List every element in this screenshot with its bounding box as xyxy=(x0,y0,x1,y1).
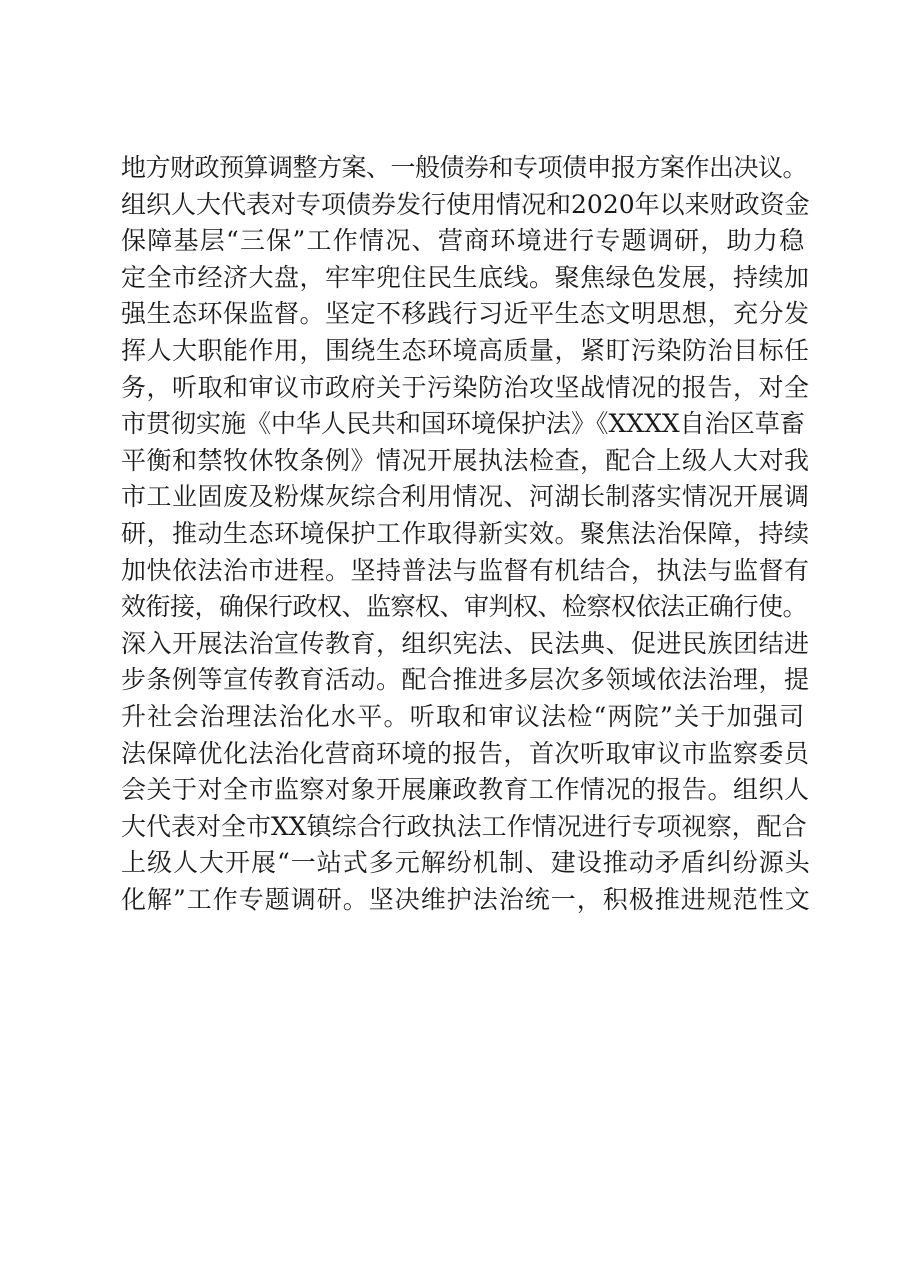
text-line: 会关于对全市监察对象开展廉政教育工作情况的报告。组织人 xyxy=(121,775,810,805)
body-paragraph xyxy=(121,150,811,918)
text-line: 务，听取和审议市政府关于污染防治攻坚战情况的报告，对全 xyxy=(121,372,810,402)
text-line: 法保障优化法治化营商环境的报告，首次听取审议市监察委员 xyxy=(121,738,810,768)
text-line: 挥人大职能作用，围绕生态环境高质量，紧盯污染防治目标任 xyxy=(121,335,810,365)
text-line: 研，推动生态环境保护工作取得新实效。聚焦法治保障，持续 xyxy=(121,518,810,548)
text-line: 升社会治理法治化水平。听取和审议法检“两院”关于加强司 xyxy=(121,701,806,731)
text-line: 化解”工作专题调研。坚决维护法治统一，积极推进规范性文 xyxy=(121,884,811,914)
text-line: 强生态环保监督。坚定不移践行习近平生态文明思想，充分发 xyxy=(121,299,810,329)
text-line: 保障基层“三保”工作情况、营商环境进行专题调研，助力稳 xyxy=(121,226,806,256)
text-line: 市贯彻实施《中华人民共和国环境保护法》《XXXX自治区草畜 xyxy=(121,409,805,439)
text-line: 大代表对全市XX镇综合行政执法工作情况进行专项视察，配合 xyxy=(121,811,807,841)
text-line: 地方财政预算调整方案、一般债券和专项债申报方案作出决议。 xyxy=(121,153,808,182)
text-line: 上级人大开展“一站式多元解纷机制、建设推动矛盾纠纷源头 xyxy=(121,848,811,878)
text-line: 组织人大代表对专项债券发行使用情况和2020年以来财政资金 xyxy=(121,189,810,219)
text-line: 加快依法治市进程。坚持普法与监督有机结合，执法与监督有 xyxy=(121,555,810,585)
text-line: 效衔接，确保行政权、监察权、审判权、检察权依法正确行使。 xyxy=(121,592,808,622)
text-line: 平衡和禁牧休牧条例》情况开展执法检查，配合上级人大对我 xyxy=(121,445,810,475)
text-line: 深入开展法治宣传教育，组织宪法、民法典、促进民族团结进 xyxy=(121,628,810,658)
text-line: 步条例等宣传教育活动。配合推进多层次多领域依法治理，提 xyxy=(121,665,810,695)
text-line: 市工业固废及粉煤灰综合利用情况、河湖长制落实情况开展调 xyxy=(121,482,810,512)
text-line: 定全市经济大盘，牢牢兜住民生底线。聚焦绿色发展，持续加 xyxy=(121,262,810,292)
